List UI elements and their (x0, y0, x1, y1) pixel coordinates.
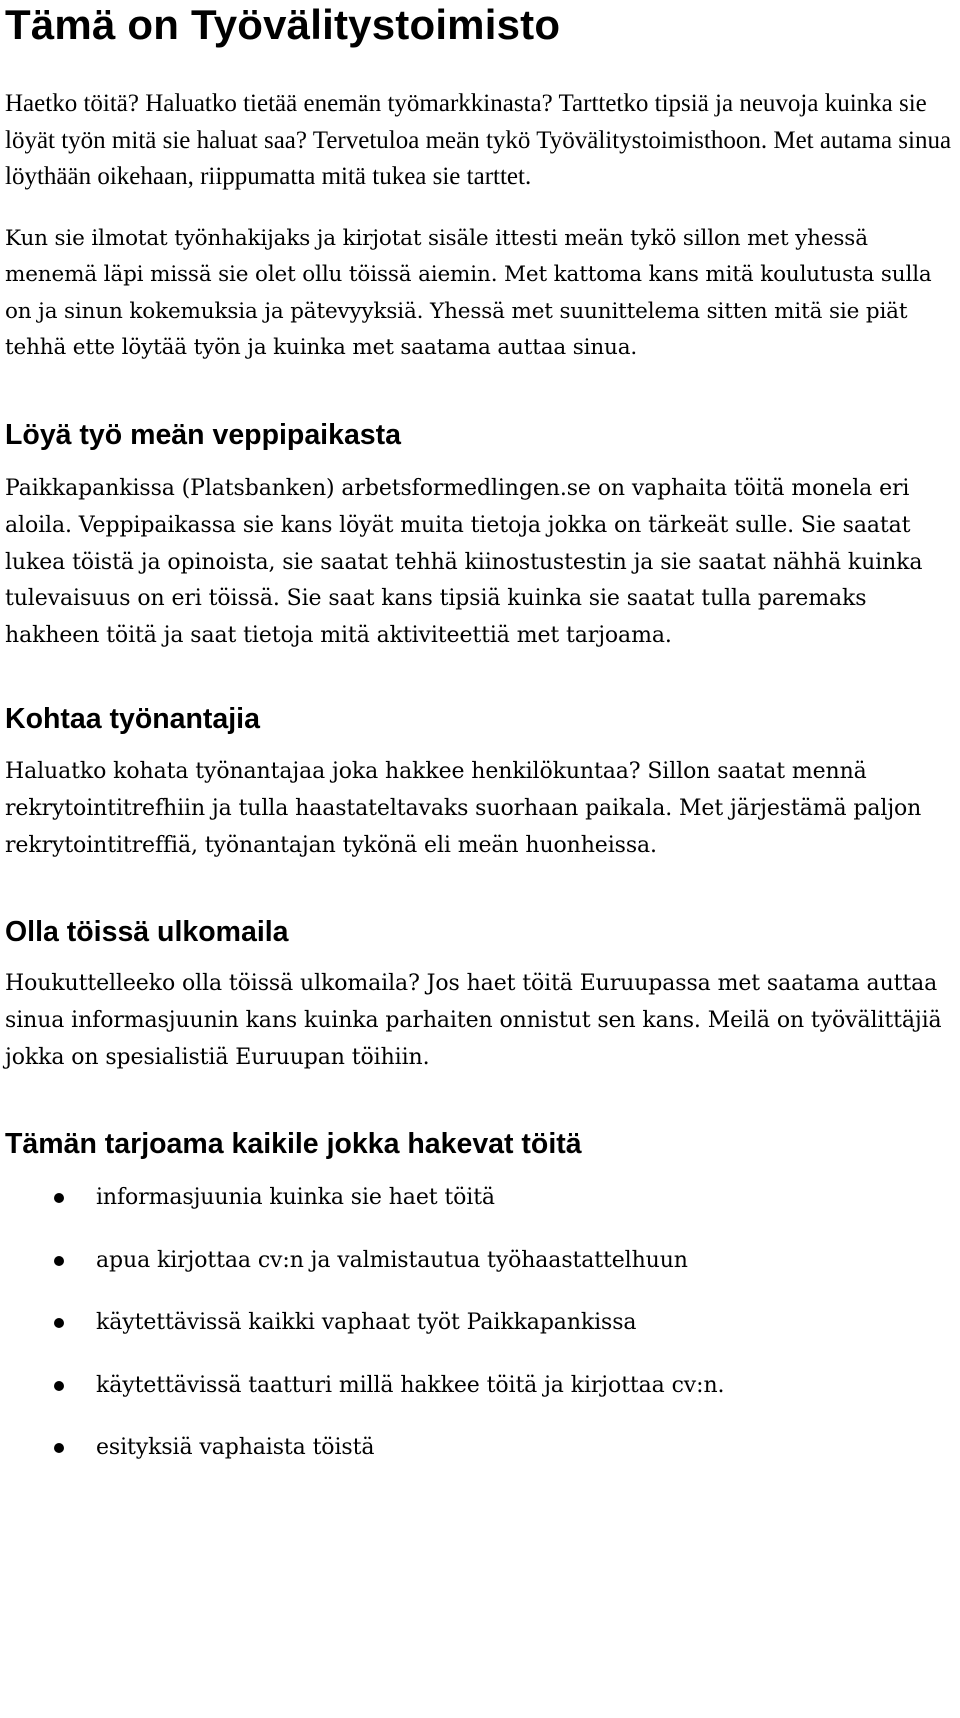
intro-paragraph: Haetko töitä? Haluatko tietää enemän työmarkkinasta? Tarttetko tipsiä ja neuvoja kuinka sie löyät työn mitä sie haluat saa? Tervetuloa meän tykö Työvälitystoimisthoon. Met autama sinua löythään oikehaan, riippumatta mitä tukea sie tarttet. (5, 90, 952, 190)
section-body-find-work: Paikkapankissa (Platsbanken) arbetsformedlingen.se on vaphaita töitä monela eri aloila. Veppipaikassa sie kans löyät muita tietoja jokka on tärkeät sulle. Sie saatat lukea töistä ja opinoista, sie saatat tehhä kiinostustestin ja sie saatat nähhä kuinka tulevaisuus on eri töissä. Sie saat kans tipsiä kuinka sie saatat tulla paremaks hakheen töitä ja saat tietoja mitä aktiviteettiä met tarjoama. (5, 476, 923, 649)
list-item (5, 1307, 952, 1370)
bullet-icon (54, 1318, 64, 1328)
section-body-abroad: Houkuttelleeko olla töissä ulkomaila? Jos haet töitä Euruupassa met saatama auttaa sinua informasjuunin kans kuinka parhaiten onnistut sen kans. Meilä on työvälittäjiä jokka on spesialistiä Euruupan töihiin. (5, 971, 942, 1070)
bullet-icon (54, 1443, 64, 1453)
list-item-text: käytettävissä taatturi millä hakkee töitä ja kirjottaa cv:n. (96, 1372, 725, 1398)
list-item-text: esityksiä vaphaista töistä (96, 1435, 375, 1461)
list-item-text: informasjuunia kuinka sie haet töitä (96, 1185, 495, 1211)
list-item (5, 1370, 952, 1433)
list-item (5, 1182, 952, 1245)
section-heading-find-work: Löyä työ meän veppipaikasta (5, 418, 401, 451)
section-body-meet-employer: Haluatko kohata työnantajaa joka hakkee henkilökuntaa? Sillon saatat mennä rekrytointitrefhiin ja tulla haastateltavaks suorhaan paikala. Met järjestämä paljon rekrytointitreffiä, työnantajan tykönä eli meän huonheissa. (5, 759, 922, 859)
list-item (5, 1245, 952, 1308)
list-item-text: käytettävissä kaikki vaphaat työt Paikkapankissa (96, 1310, 637, 1336)
list-item (5, 1432, 952, 1495)
section-heading-abroad: Olla töissä ulkomaila (5, 915, 289, 948)
bullet-icon (54, 1256, 64, 1266)
list-item-text: apua kirjottaa cv:n ja valmistautua työhaastattelhuun (96, 1247, 688, 1273)
page-title: Tämä on Työvälitystoimisto (5, 1, 561, 48)
bullet-icon (54, 1381, 64, 1391)
offer-list (5, 1182, 952, 1495)
section-heading-offer: Tämän tarjoama kaikile jokka hakevat töitä (5, 1127, 582, 1160)
section-heading-meet-employer: Kohtaa työnantajia (5, 702, 260, 735)
intro-paragraph-registration: Kun sie ilmotat työnhakijaks ja kirjotat sisäle ittesti meän tykö sillon met yhessä menemä läpi missä sie olet ollu töissä aiemin. Met kattoma kans mitä koulutusta sulla on ja sinun kokemuksia ja pätevyyksiä. Yhessä met suunittelema sitten mitä sie piät tehhä ette löytää työn ja kuinka met saatama auttaa sinua. (5, 225, 932, 360)
bullet-icon (54, 1193, 64, 1203)
